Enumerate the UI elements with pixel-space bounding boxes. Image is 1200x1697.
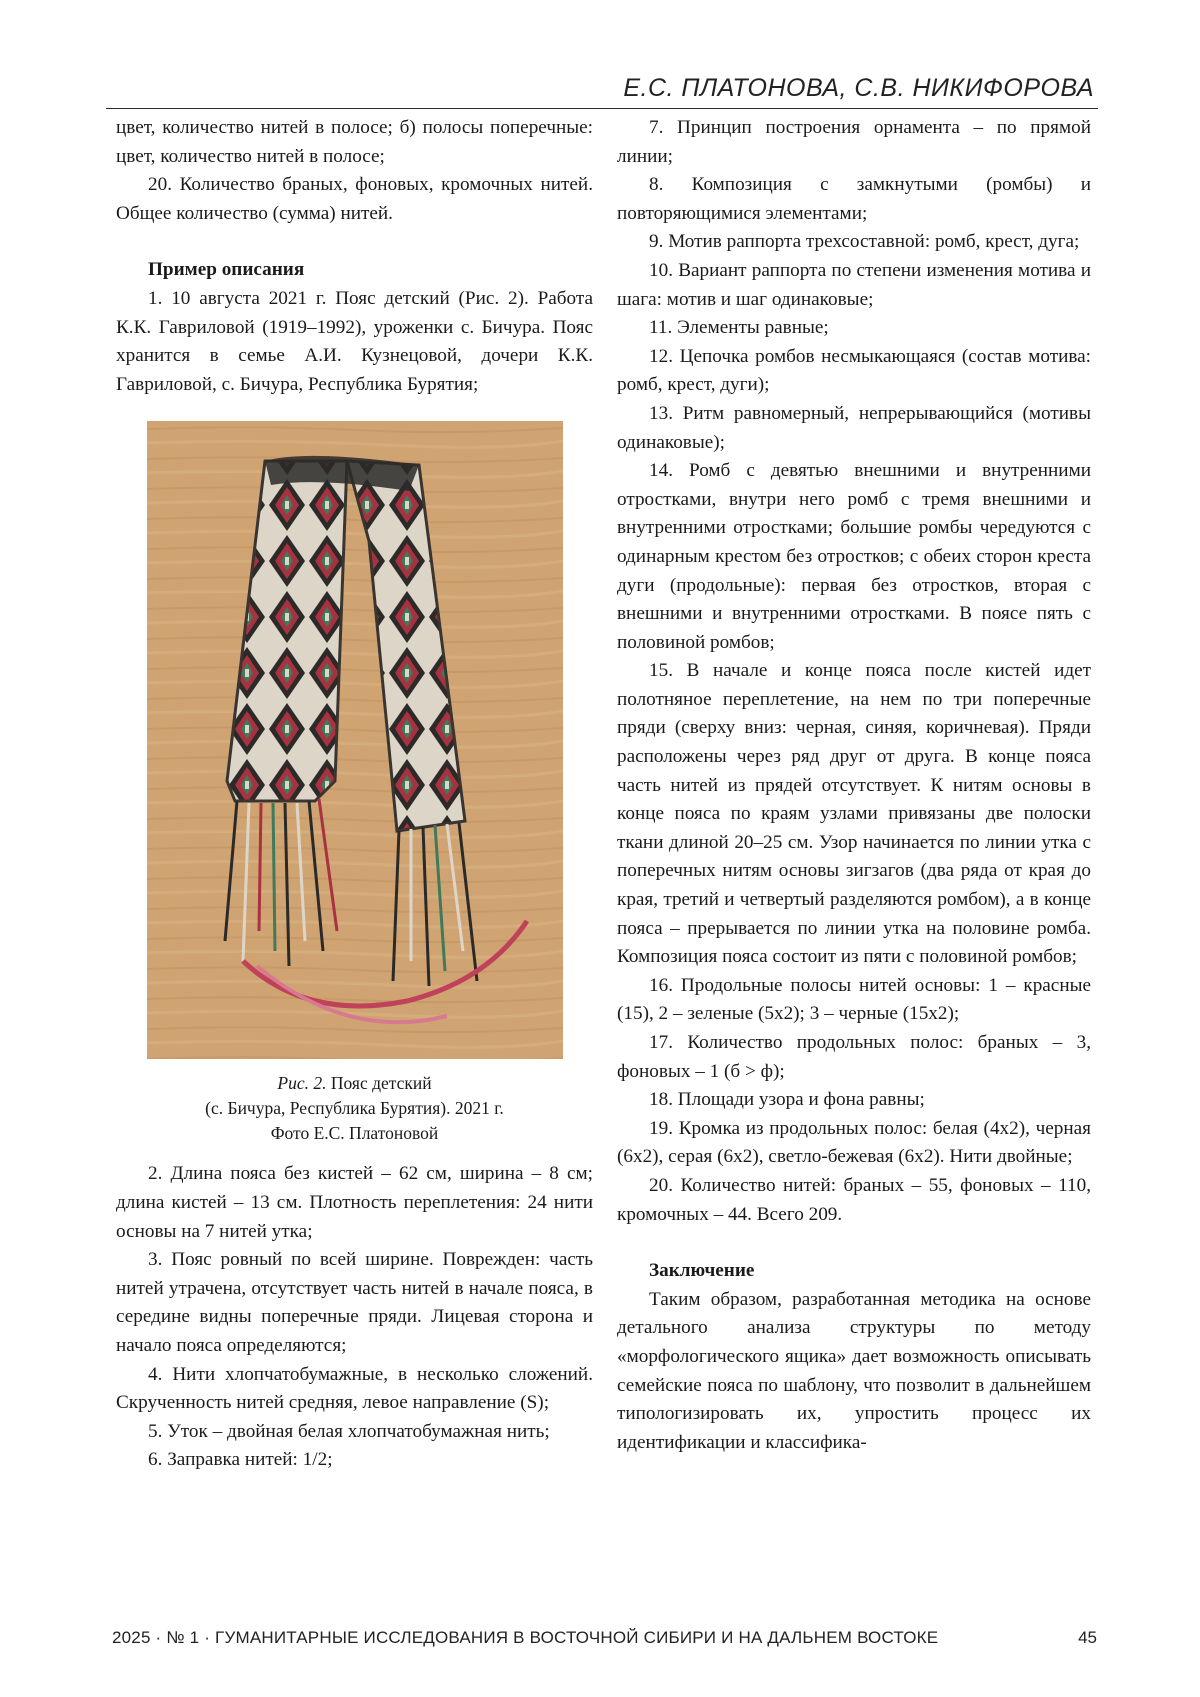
paragraph: 19. Кромка из продольных полос: белая (4х2), черная (6х2), серая (6х2), светло-бежевая (6х2). Нити двойные; (617, 1117, 1091, 1168)
running-header (106, 74, 1098, 109)
caption-line: Фото Е.С. Платоновой (270, 1123, 439, 1144)
caption-label: Рис. 2. (277, 1073, 327, 1094)
paragraph: 6. Заправка нитей: 1/2; (148, 1449, 333, 1471)
paragraph: 18. Площади узора и фона равны; (649, 1089, 925, 1111)
caption-title: Пояс детский (330, 1073, 432, 1094)
paragraph: 17. Количество продольных полос: браных – 3, фоновых – 1 (б > ф); (617, 1032, 1091, 1082)
paragraph: цвет, количество нитей в полосе; б) полосы поперечные: цвет, количество нитей в полосе; (116, 117, 593, 167)
belt-photo (147, 421, 563, 1059)
paragraph: 10. Вариант раппорта по степени изменения мотива и шага: мотив и шаг одинаковые; (617, 259, 1091, 310)
section-heading: Пример описания (148, 259, 305, 281)
paragraph: 14. Ромб с девятью внешними и внутренними отростками, внутри него ромб с тремя внешними и внутренними отростками; большие ромбы чередуются с одинарным крестом без отростков; с обеих сторон креста дуги (продольные): первая без отростков, вторая с внешними и внутренними отростками. В поясе пять с половиной ромбов; (617, 460, 1091, 653)
paragraph: 15. В начале и конце пояса после кистей идет полотняное переплетение, на нем по три поперечные пряди (сверху вниз: черная, синяя, коричневая). Пряди расположены через ряд друг от друга. В конце пояса часть нитей из прядей отсутствует. К нитям основы в конце пояса по краям узлами привязаны две полоски ткани длиной 20–25 см. Узор начинается по линии утка с поперечных нитям основы зигзагов (два ряда от края до края, третий и четвертый разделяются ромбом), а в конце пояса – прерывается по линии утка на половине ромба. Композиция пояса состоит из пяти с половиной ромбов; (617, 660, 1091, 968)
spacer (617, 1229, 1091, 1257)
page-number: 45 (1078, 1628, 1097, 1647)
spacer (116, 228, 593, 256)
header-authors: Е.С. ПЛАТОНОВА, С.В. НИКИФОРОВА (623, 74, 1094, 102)
right-column (617, 114, 1091, 1457)
paragraph: 9. Мотив раппорта трехсоставной: ромб, крест, дуга; (649, 231, 1080, 253)
paragraph: 4. Нити хлопчатобумажные, в несколько сложений. Скрученность нитей средняя, левое направление (S); (116, 1363, 593, 1414)
paragraph: 20. Количество нитей: браных – 55, фоновых – 110, кромочных – 44. Всего 209. (617, 1174, 1091, 1225)
paragraph: 1. 10 августа 2021 г. Пояс детский (Рис. 2). Работа К.К. Гавриловой (1919–1992), уроженки с. Бичура. Пояс хранится в семье А.И. Кузнецовой, дочери К.К. Гавриловой, с. Бичура, Республика Бурятия; (116, 287, 593, 395)
paragraph: 5. Уток – двойная белая хлопчатобумажная нить; (148, 1420, 550, 1442)
paragraph: 16. Продольные полосы нитей основы: 1 – красные (15), 2 – зеленые (5х2); 3 – черные (15х2); (617, 974, 1091, 1025)
footer-journal: 2025 · № 1 · ГУМАНИТАРНЫЕ ИССЛЕДОВАНИЯ В ВОСТОЧНОЙ СИБИРИ И НА ДАЛЬНЕМ ВОСТОКЕ (112, 1628, 939, 1647)
paragraph: 20. Количество браных, фоновых, кромочных нитей. Общее количество (сумма) нитей. (116, 174, 593, 224)
paragraph: Таким образом, разработанная методика на основе детального анализа структуры по методу «морфологического ящика» дает возможность описывать семейские пояса по шаблону, что позволит в дальнейшем типологизировать их, упростить процесс их идентификации и классифика- (617, 1288, 1091, 1453)
section-heading: Заключение (649, 1260, 755, 1282)
figure-caption (116, 1071, 593, 1146)
left-column (116, 114, 593, 1475)
paragraph: 2. Длина пояса без кистей – 62 см, ширина – 8 см; длина кистей – 13 см. Плотность переплетения: 24 нити основы на 7 нитей утка; (116, 1163, 593, 1242)
paragraph: 12. Цепочка ромбов несмыкающаяся (состав мотива: ромб, крест, дуги); (617, 345, 1091, 396)
paragraph: 13. Ритм равномерный, непрерывающийся (мотивы одинаковые); (617, 402, 1091, 453)
paragraph: 3. Пояс ровный по всей ширине. Поврежден: часть нитей утрачена, отсутствует часть нитей в начале пояса, в середине видны поперечные пряди. Лицевая сторона и начало пояса определяются; (116, 1249, 593, 1356)
caption-line: (с. Бичура, Республика Бурятия). 2021 г. (205, 1098, 504, 1119)
paragraph: 11. Элементы равные; (649, 317, 829, 339)
figure (116, 421, 593, 1146)
paragraph: 7. Принцип построения орнамента – по прямой линии; (617, 117, 1091, 167)
paragraph: 8. Композиция с замкнутыми (ромбы) и повторяющимися элементами; (617, 174, 1091, 224)
